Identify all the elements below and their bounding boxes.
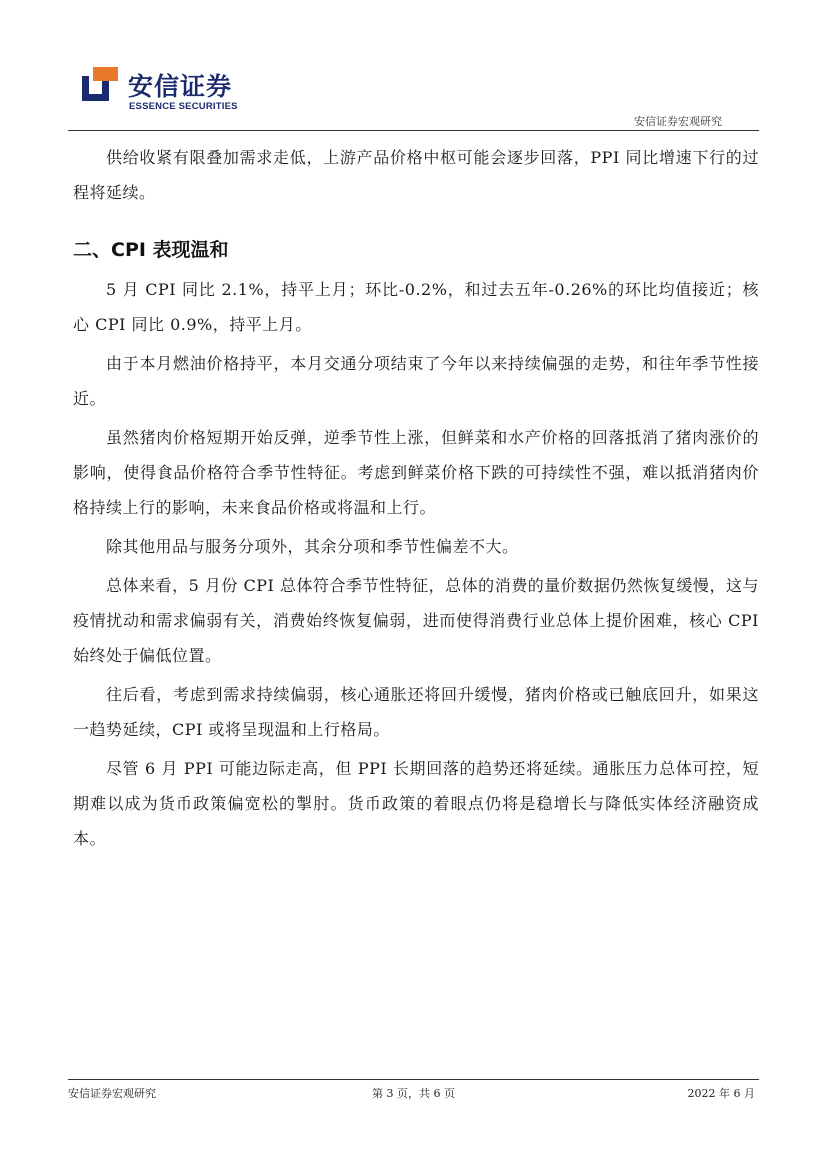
paragraph-ppi-conclusion: 供给收紧有限叠加需求走低，上游产品价格中枢可能会逐步回落，PPI 同比增速下行的过程将延续。	[73, 148, 759, 202]
paragraph-other-items: 除其他用品与服务分项外，其余分项和季节性偏差不大。	[106, 537, 519, 556]
header-divider	[68, 130, 759, 131]
section-title-cpi: 二、CPI 表现温和	[73, 239, 229, 261]
footer-series-label: 安信证券宏观研究	[68, 1087, 156, 1100]
logo-english-name: ESSENCE SECURITIES	[129, 101, 238, 112]
paragraph-cpi-overview: 5 月 CPI 同比 2.1%，持平上月；环比-0.2%，和过去五年-0.26%的环比均值接近；核心 CPI 同比 0.9%，持平上月。	[73, 280, 759, 334]
logo-chinese-name: 安信证券	[128, 72, 233, 101]
page-body	[73, 140, 759, 856]
paragraph-transport: 由于本月燃油价格持平，本月交通分项结束了今年以来持续偏强的走势，和往年季节性接近。	[73, 354, 759, 408]
company-logo	[82, 67, 242, 113]
paragraph-food-prices: 虽然猪肉价格短期开始反弹，逆季节性上涨，但鲜菜和水产价格的回落抵消了猪肉涨价的影响，使得食品价格符合季节性特征。考虑到鲜菜价格下跌的可持续性不强，难以抵消猪肉价格持续上行的影响，未来食品价格或将温和上行。	[73, 428, 759, 517]
report-series-label: 安信证券宏观研究	[634, 115, 722, 128]
paragraph-monetary-policy: 尽管 6 月 PPI 可能边际走高，但 PPI 长期回落的趋势还将延续。通胀压力总体可控，短期难以成为货币政策偏宽松的掣肘。货币政策的着眼点仍将是稳增长与降低实体经济融资成本。	[73, 759, 759, 848]
page-number: 第 3 页，共 6 页	[372, 1087, 455, 1100]
report-date: 2022 年 6 月	[687, 1087, 755, 1100]
footer-divider	[68, 1079, 759, 1080]
essence-logo-icon	[82, 67, 118, 101]
paragraph-outlook: 往后看，考虑到需求持续偏弱，核心通胀还将回升缓慢，猪肉价格或已触底回升，如果这一趋势延续，CPI 或将呈现温和上行格局。	[73, 685, 759, 739]
paragraph-overall-cpi: 总体来看，5 月份 CPI 总体符合季节性特征，总体的消费的量价数据仍然恢复缓慢，这与疫情扰动和需求偏弱有关，消费始终恢复偏弱，进而使得消费行业总体上提价困难，核心 CPI 始终处于偏低位置。	[73, 576, 759, 665]
